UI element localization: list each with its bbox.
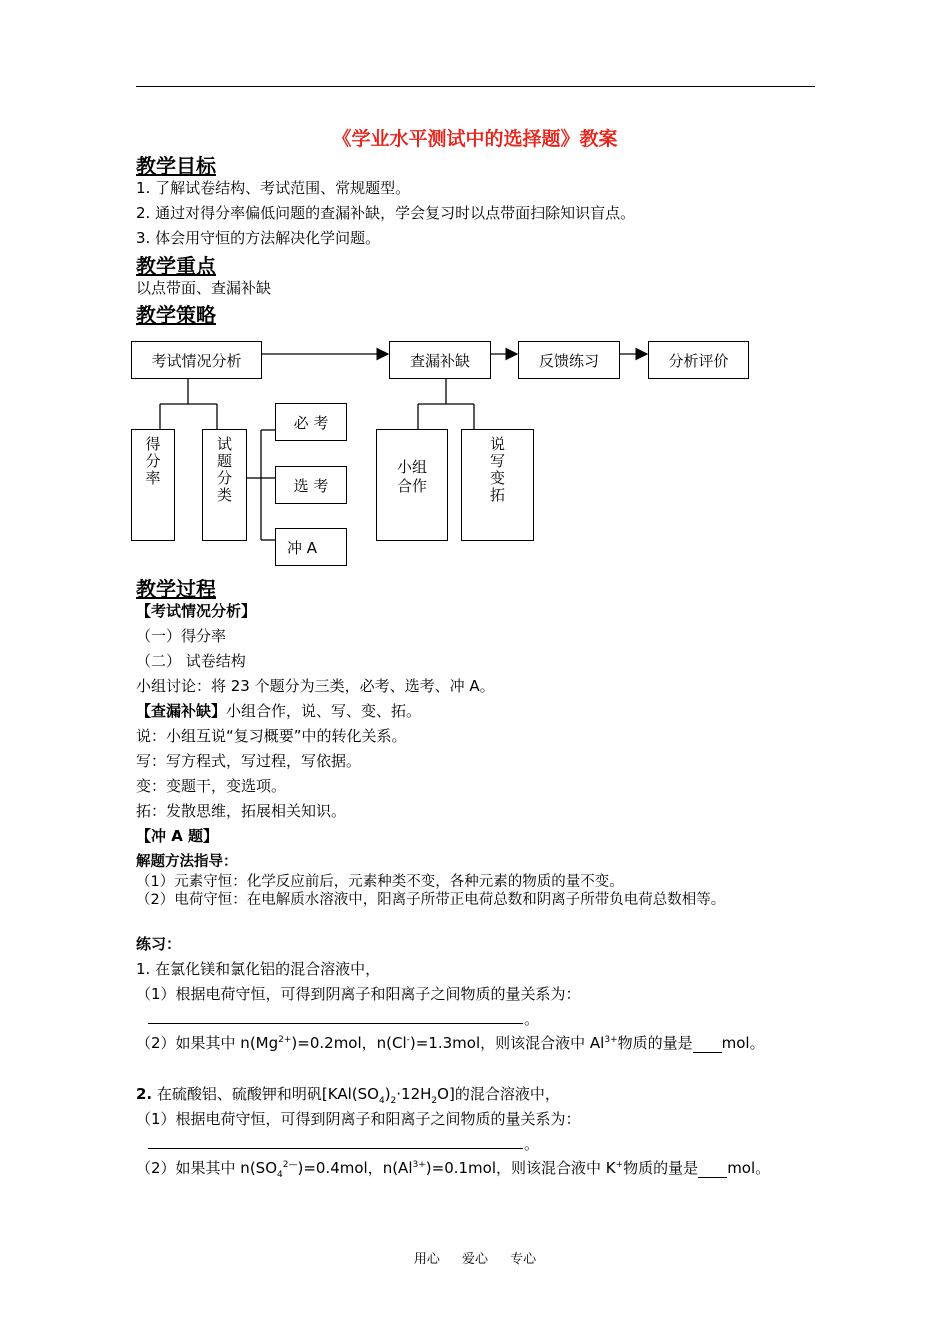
k-charge: + xyxy=(615,1160,624,1170)
q2-number: 2. xyxy=(136,1085,153,1103)
exam-analysis-box: 考试情况分析 xyxy=(131,341,262,379)
so4-charge: 2— xyxy=(282,1160,298,1170)
change-line: 变：变题干，变选项。 xyxy=(136,777,287,795)
push-a-box: 冲 A xyxy=(275,528,347,566)
check-gaps-label: 【查漏补缺】 xyxy=(136,702,227,720)
focus-text: 以点带面、查漏补缺 xyxy=(136,279,272,297)
group-work-label: 小组合作 xyxy=(396,458,427,495)
objective-item-1: 1. 了解试卷结构、考试范围、常规题型。 xyxy=(136,179,411,197)
group-discussion: 小组讨论：将 23 个题分为三类，必考、选考、冲 A。 xyxy=(136,677,495,695)
say-write-label: 说写变拓 xyxy=(488,436,506,504)
objectives-heading: 教学目标 xyxy=(136,154,216,178)
focus-heading: 教学重点 xyxy=(136,254,216,278)
strategy-heading: 教学策略 xyxy=(136,303,216,327)
elective-box: 选 考 xyxy=(275,466,347,504)
q2p2-text-d: 物质的量是 xyxy=(623,1159,699,1177)
q1p2-text-d: 物质的量是 xyxy=(617,1034,693,1052)
say-line: 说：小组互说“复习概要”中的转化关系。 xyxy=(136,727,407,745)
push-a-label: 【冲 A 题】 xyxy=(136,827,219,845)
answer-period-2: 。 xyxy=(524,1135,540,1153)
question-1-part-2 xyxy=(136,1032,765,1053)
q2p2-text-a: （2）如果其中 n(SO xyxy=(136,1159,277,1177)
write-line: 写：写方程式，写过程，写依据。 xyxy=(136,752,362,770)
q2-intro-d: O]的混合溶液中， xyxy=(437,1085,560,1103)
check-gaps-text: 小组合作，说、写、变、拓。 xyxy=(226,702,422,720)
check-gaps-line xyxy=(136,700,421,721)
sub-item-1: （一）得分率 xyxy=(136,627,227,645)
q2-intro-a: 在硫酸铝、硫酸钾和明矾[KAl(SO xyxy=(152,1085,379,1103)
amount-blank-2 xyxy=(698,1159,727,1178)
process-heading: 教学过程 xyxy=(136,577,216,601)
evaluation-box: 分析评价 xyxy=(648,341,749,379)
objective-item-2: 2. 通过对得分率偏低问题的查漏补缺，学会复习时以点带面扫除知识盲点。 xyxy=(136,204,636,222)
cl-charge: - xyxy=(406,1035,410,1045)
q1p2-text-b: )=0.2mol，n(Cl xyxy=(291,1034,407,1052)
classification-box xyxy=(202,429,247,541)
q2-sub-2b: 2 xyxy=(431,1096,438,1106)
q2-sub-4: 4 xyxy=(378,1096,385,1106)
classification-label: 试题分类 xyxy=(215,436,233,504)
amount-blank-1 xyxy=(693,1034,722,1053)
q2p2-text-e: mol。 xyxy=(727,1159,771,1177)
exam-analysis-label: 【考试情况分析】 xyxy=(136,602,257,620)
method-label: 解题方法指导： xyxy=(136,854,238,870)
q2-sub-2: 2 xyxy=(390,1096,397,1106)
q1p2-text-c: )=1.3mol，则该混合液中 Al xyxy=(409,1034,605,1052)
expand-line: 拓：发散思维，拓展相关知识。 xyxy=(136,802,347,820)
practice-label: 练习： xyxy=(136,935,182,953)
score-rate-box xyxy=(131,429,175,541)
question-2-intro xyxy=(136,1083,560,1106)
method-2: （2）电荷守恒：在电解质水溶液中，阳离子所带正电荷总数和阴离子所带负电荷总数相等。 xyxy=(136,892,726,908)
say-write-box xyxy=(461,429,534,541)
required-box: 必 考 xyxy=(275,403,347,441)
question-1-intro: 1. 在氯化镁和氯化铝的混合溶液中， xyxy=(136,960,381,978)
q2-intro-c: ·12H xyxy=(396,1085,432,1103)
document-title: 《学业水平测试中的选择题》教案 xyxy=(332,128,618,150)
page-footer: 用心 爱心 专心 xyxy=(413,1252,537,1267)
q2p2-text-c: )=0.1mol，则该混合液中 K xyxy=(425,1159,616,1177)
question-2-part-1: （1）根据电荷守恒，可得到阴离子和阳离子之间物质的量关系为： xyxy=(136,1110,581,1128)
so4-sub: 4 xyxy=(277,1170,283,1180)
al-charge-2: 3+ xyxy=(412,1160,426,1170)
answer-blank-2 xyxy=(148,1131,523,1149)
feedback-box: 反馈练习 xyxy=(518,341,620,379)
method-1: （1）元素守恒：化学反应前后，元素种类不变，各种元素的物质的量不变。 xyxy=(136,874,624,890)
answer-period-1: 。 xyxy=(524,1010,540,1028)
q2p2-text-b: )=0.4mol，n(Al xyxy=(297,1159,413,1177)
q2-intro-b: ) xyxy=(384,1085,391,1103)
q1p2-text-a: （2）如果其中 n(Mg xyxy=(136,1034,279,1052)
score-rate-label: 得分率 xyxy=(143,436,162,487)
check-gaps-box: 查漏补缺 xyxy=(389,341,491,379)
objective-item-3: 3. 体会用守恒的方法解决化学问题。 xyxy=(136,229,381,247)
question-2-part-2 xyxy=(136,1157,770,1180)
question-1-part-1: （1）根据电荷守恒，可得到阴离子和阳离子之间物质的量关系为： xyxy=(136,985,581,1003)
mg-charge: 2+ xyxy=(278,1035,292,1045)
group-work-box xyxy=(376,429,448,541)
al-charge: 3+ xyxy=(604,1035,618,1045)
answer-blank-1 xyxy=(148,1006,523,1024)
sub-item-2: （二） 试卷结构 xyxy=(136,652,246,670)
q1p2-text-e: mol。 xyxy=(721,1034,765,1052)
